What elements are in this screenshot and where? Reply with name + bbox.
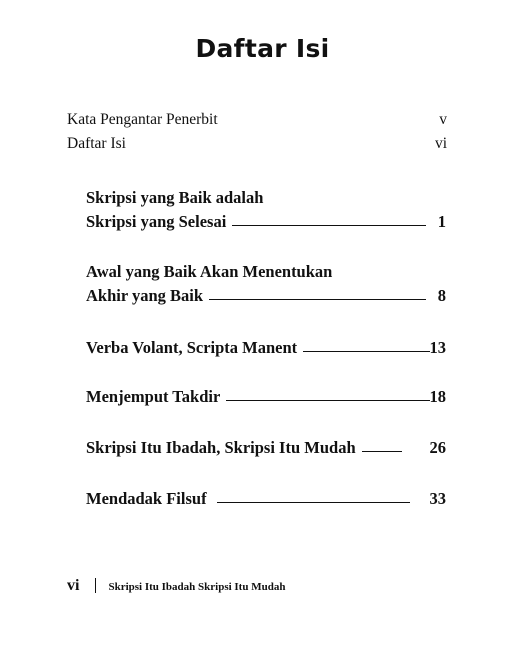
front-matter-label: Daftar Isi [67,135,126,152]
chapter-title-row [86,385,446,409]
dot-leader [303,337,429,352]
toc-entry [86,385,446,409]
chapter-title-row [86,436,446,460]
chapter-title: Mendadak Filsuf [86,489,207,508]
chapter-page-number: 1 [437,212,446,231]
chapter-title-line-2: Akhir yang Baik [86,286,204,305]
toc-entry [86,336,446,360]
front-matter-page: v [439,111,447,128]
chapter-page-number: 13 [429,338,446,357]
chapter-page-number: 33 [429,489,446,508]
footer-book-title: Skripsi Itu Ibadah Skripsi Itu Mudah [108,581,286,593]
chapter-title-row [86,487,446,511]
chapter-title-line-2: Skripsi yang Selesai [86,212,227,231]
dot-leader [362,437,402,452]
chapter-title: Verba Volant, Scripta Manent [86,338,298,357]
footer-page-number: vi [67,577,80,594]
dot-leader [226,386,429,401]
page-footer [67,575,285,595]
dot-leader [209,285,426,300]
chapter-page-number: 8 [437,286,446,305]
front-matter-row [67,135,447,155]
dot-leader [217,488,410,503]
front-matter-row [67,111,447,131]
chapter-page-number: 18 [429,387,446,406]
chapter-title-row [86,336,446,360]
chapter-title-row [86,210,446,234]
footer-divider [95,578,96,593]
toc-entry [86,487,446,511]
front-matter-label: Kata Pengantar Penerbit [67,111,218,128]
front-matter-page: vi [434,135,447,152]
toc-entry [86,436,446,460]
chapter-page-number: 26 [429,438,446,457]
chapter-title: Skripsi Itu Ibadah, Skripsi Itu Mudah [86,438,356,457]
chapter-title-line-1: Skripsi yang Baik adalah [86,188,264,207]
chapter-title-line-1: Awal yang Baik Akan Menentukan [86,262,333,281]
page-title: Daftar Isi [195,34,330,63]
toc-entry [86,186,446,234]
toc-entry [86,260,446,308]
chapter-title-row [86,284,446,308]
dot-leader [232,211,426,226]
chapter-title: Menjemput Takdir [86,387,221,406]
